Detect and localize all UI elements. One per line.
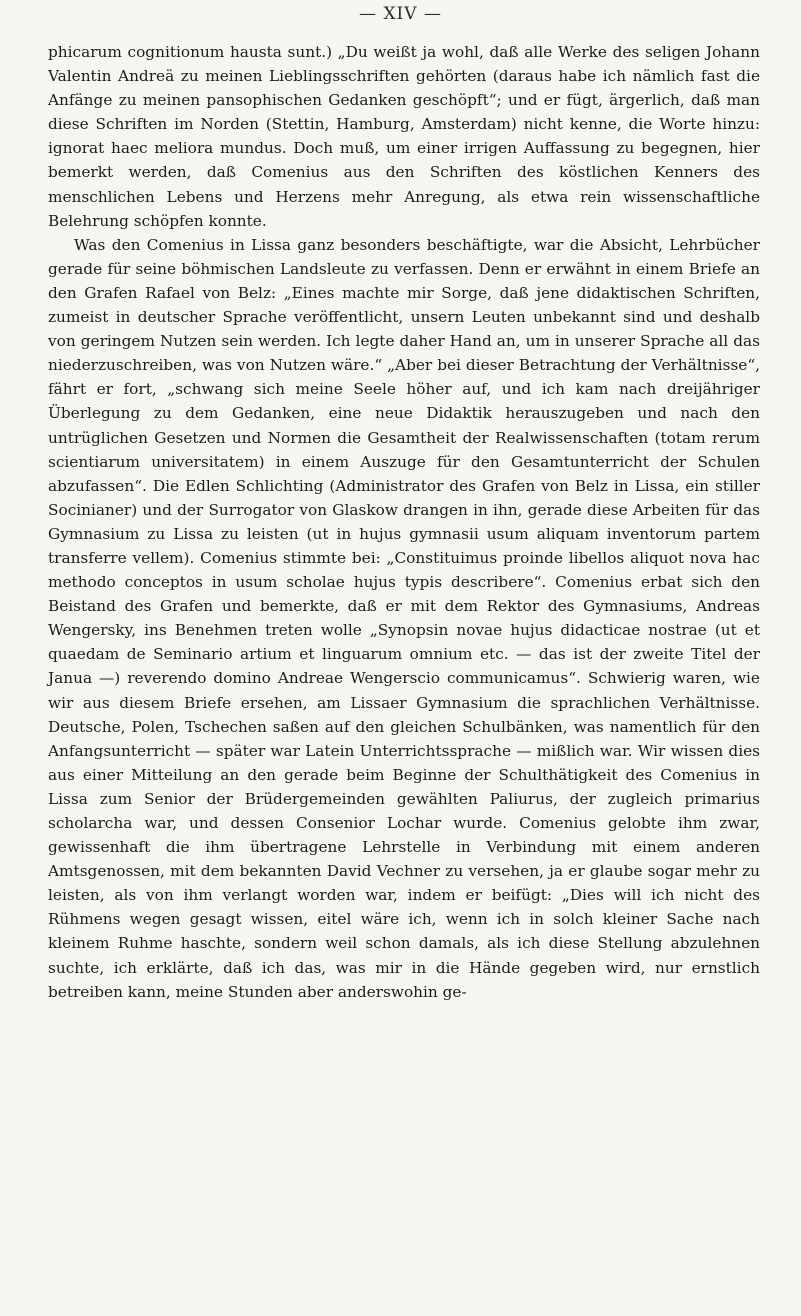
body-text [48,40,760,1004]
running-head-page-number: — XIV — [359,4,442,24]
paragraph-continued: phicarum cognitionum hausta sunt.) „Du weißt ja wohl, daß alle Werke des seligen Johann Valentin Andreä zu meinen Lieblingsschriften gehörten (daraus habe ich nämlich fast die Anfänge zu meinen pansophischen Gedanken geschöpft“; und er fügt, ärgerlich, daß man diese Schriften im Norden (Stettin, Hamburg, Amsterdam) nicht kenne, die Worte hinzu: ignorat haec meliora mundus. Doch muß, um einer irrigen Auffassung zu begegnen, hier bemerkt werden, daß Comenius aus den Schriften des köstlichen Kenners des menschlichen Lebens und Herzens mehr Anregung, als etwa rein wissenschaftliche Belehrung schöpfen konnte. [48,43,760,230]
paragraph-comenius-lissa: Was den Comenius in Lissa ganz besonders beschäftigte, war die Absicht, Lehrbücher gerade für seine böhmischen Landsleute zu verfassen. Denn er erwähnt in einem Briefe an den Grafen Rafael von Belz: „Eines machte mir Sorge, daß jene didaktischen Schriften, zumeist in deutscher Sprache veröffentlicht, unsern Leuten unbekannt sind und deshalb von geringem Nutzen sein werden. Ich legte daher Hand an, um in unserer Sprache all das niederzuschreiben, was von Nutzen wäre.“ „Aber bei dieser Betrachtung der Verhältnisse“, fährt er fort, „schwang sich meine Seele höher auf, und ich kam nach dreijähriger Überlegung zu dem Gedanken, eine neue Didaktik herauszugeben und nach den untrüglichen Gesetzen und Normen die Gesamtheit der Realwissenschaften (totam rerum scientiarum universitatem) in einem Auszuge für den Gesamtunterricht der Schulen abzufassen“. Die Edlen Schlichting (Administrator des Grafen von Belz in Lissa, ein stiller Socinianer) und der Surrogator von Glaskow drangen in ihn, gerade diese Arbeiten für das Gymnasium zu Lissa zu leisten (ut in hujus gymnasii usum aliquam inventorum partem transferre vellem). Comenius stimmte bei: „Constituimus proinde libellos aliquot nova hac methodo conceptos in usum scholae hujus typis describere“. Comenius erbat sich den Beistand des Grafen und bemerkte, daß er mit dem Rektor des Gymnasiums, Andreas Wengersky, ins Benehmen treten wolle „Synopsin novae hujus didacticae nostrae (ut et quaedam de Seminario artium et linguarum omnium etc. — das ist der zweite Titel der Janua —) reverendo domino Andreae Wengerscio communicamus“. Schwierig waren, wie wir aus diesem Briefe ersehen, am Lissaer Gymnasium die sprachlichen Verhältnisse. Deutsche, Polen, Tschechen saßen auf den gleichen Schulbänken, was namentlich für den Anfangsunterricht — später war Latein Unterrichtssprache — mißlich war. Wir wissen dies aus einer Mitteilung an den gerade beim Beginne der Schulthätigkeit des Comenius in Lissa zum Senior der Brüdergemeinden gewählten Paliurus, der zugleich primarius scholarcha war, und dessen Consenior Lochar wurde. Comenius gelobte ihm zwar, gewissenhaft die ihm übertragene Lehrstelle in Verbindung mit einem anderen Amtsgenossen, mit dem bekannten David Vechner zu versehen, ja er glaube sogar mehr zu leisten, als von ihm verlangt worden war, indem er beifügt: „Dies will ich nicht des Rühmens wegen gesagt wissen, eitel wäre ich, wenn ich in solch kleiner Sache nach kleinem Ruhme haschte, sondern weil schon damals, als ich diese Stellung abzulehnen suchte, ich erklärte, daß ich das, was mir in die Hände gegeben wird, nur ernstlich betreiben kann, meine Stunden aber anderswohin ge- [48,235,760,1001]
